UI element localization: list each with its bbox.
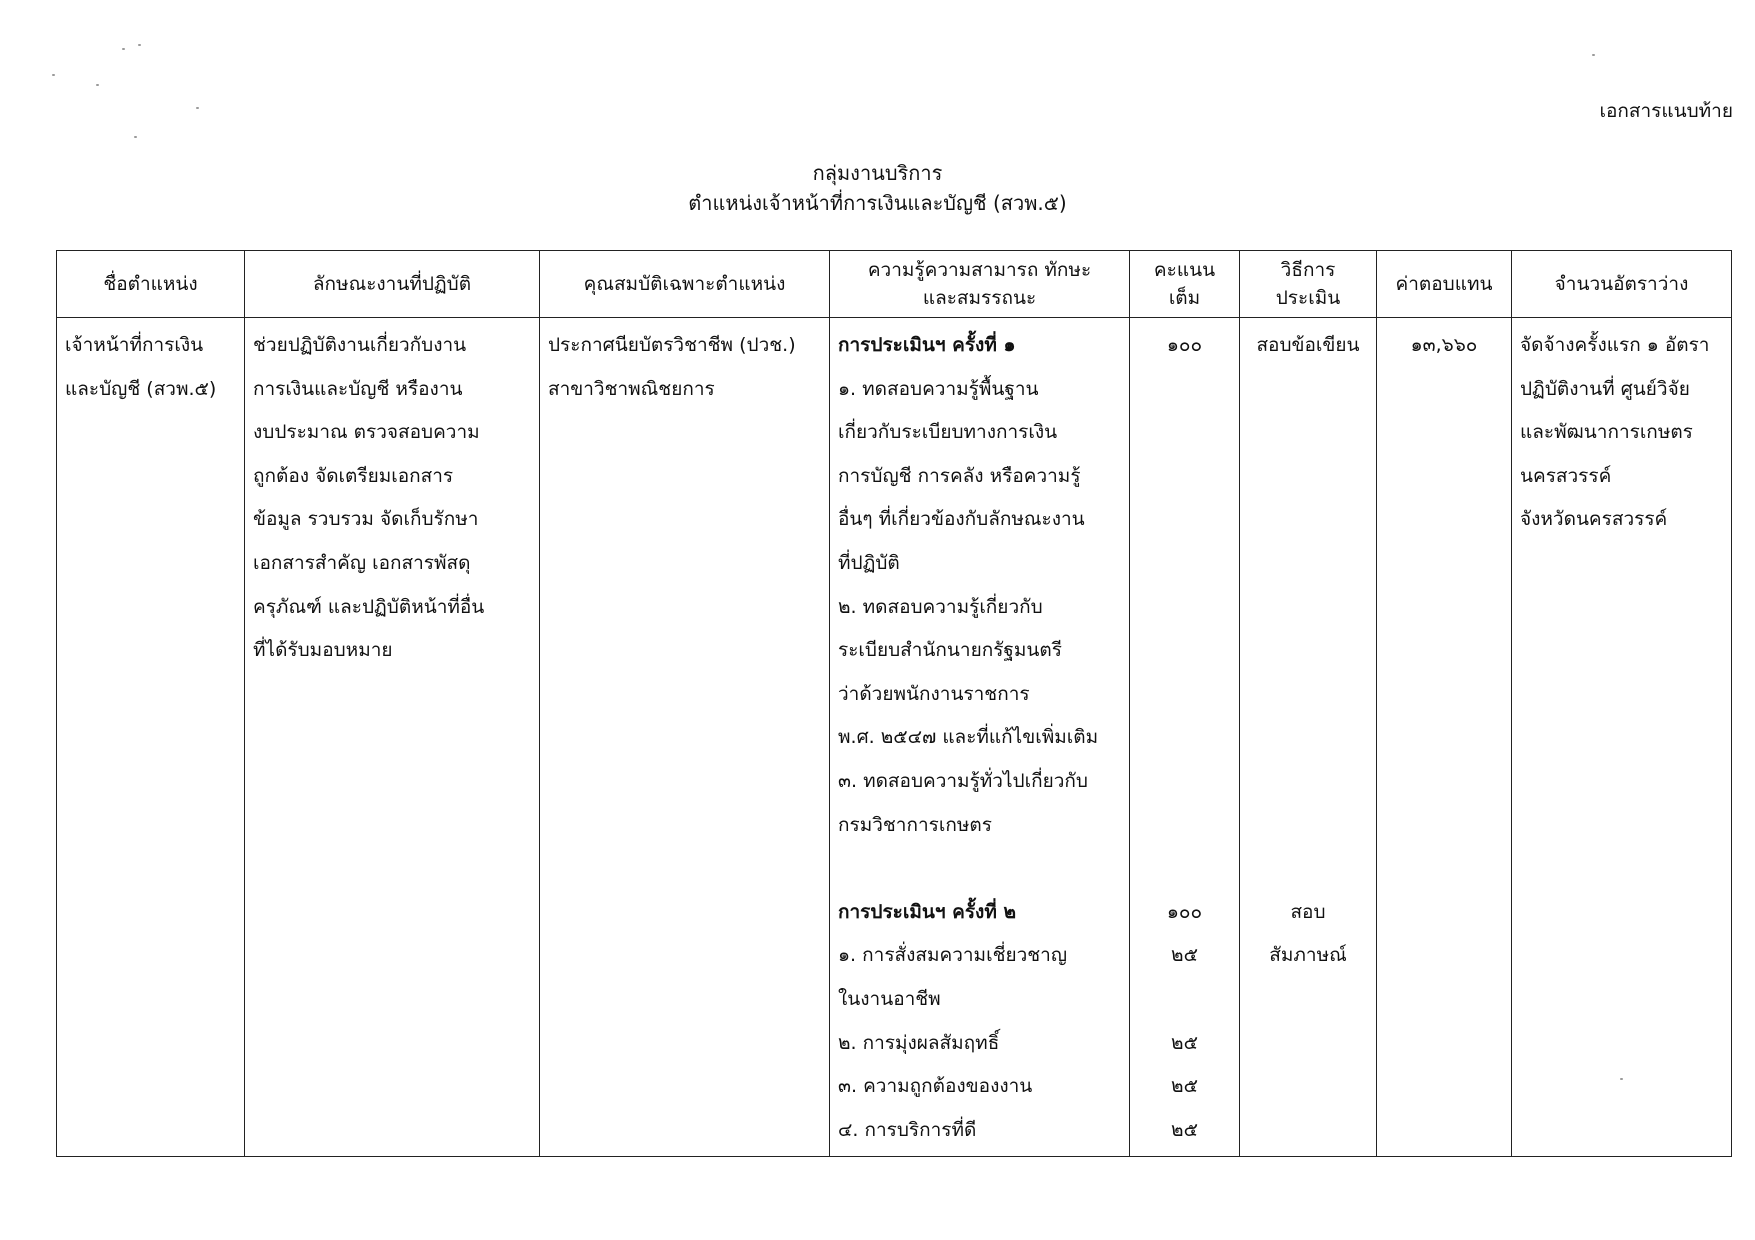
assessment1-line: อื่นๆ ที่เกี่ยวข้องกับลักษณะงาน (838, 508, 1085, 531)
vacancy-line: จังหวัดนครสวรรค์ (1520, 508, 1668, 531)
scan-speck (196, 107, 199, 109)
duties-line: ช่วยปฏิบัติงานเกี่ยวกับงาน (253, 334, 467, 356)
assessment1-score: ๑๐๐ (1166, 334, 1203, 356)
duties-line: งบประมาณ ตรวจสอบความ (253, 421, 480, 444)
header-score-line: เต็ม (1168, 287, 1201, 309)
assessment1-line: ว่าด้วยพนักงานราชการ (838, 682, 1030, 705)
scan-speck (138, 44, 141, 46)
duties-line: เอกสารสำคัญ เอกสารพัสดุ (253, 551, 471, 574)
assessment1-line: ๓. ทดสอบความรู้ทั่วไปเกี่ยวกับ (838, 769, 1088, 792)
assessment1-line: การบัญชี การคลัง หรือความรู้ (838, 464, 1081, 487)
header-score (1130, 251, 1240, 318)
cell-method (1240, 318, 1377, 1157)
assessment2-item-score: ๒๕ (1171, 1075, 1198, 1098)
assessment1-line: กรมวิชาการเกษตร (838, 813, 992, 836)
header-pay: ค่าตอบแทน (1377, 251, 1512, 318)
assessment1-line: ระเบียบสำนักนายกรัฐมนตรี (838, 639, 1062, 662)
cell-knowledge (830, 318, 1130, 1157)
assessment1-method: สอบข้อเขียน (1256, 334, 1360, 356)
assessment1-line: ๑. ทดสอบความรู้พื้นฐาน (838, 377, 1039, 400)
vacancy-line: ปฏิบัติงานที่ ศูนย์วิจัย (1520, 377, 1690, 400)
table-header-row (57, 251, 1732, 318)
assessment1-line: ๒. ทดสอบความรู้เกี่ยวกับ (838, 595, 1043, 618)
assessment2-line: ๒. การมุ่งผลสัมฤทธิ์ (838, 1031, 1000, 1054)
position-line: และบัญชี (สวพ.๕) (65, 377, 217, 400)
vacancy-line: นครสวรรค์ (1520, 464, 1612, 487)
header-score-line: คะแนน (1153, 259, 1216, 281)
assessment2-score: ๑๐๐ (1166, 900, 1203, 923)
cell-duties (245, 318, 540, 1157)
scan-speck (52, 74, 55, 76)
header-knowledge (830, 251, 1130, 318)
assessment2-line: ๔. การบริการที่ดี (838, 1118, 977, 1141)
assessment2-line: ๓. ความถูกต้องของงาน (838, 1075, 1033, 1098)
qualification-line: ประกาศนียบัตรวิชาชีพ (ปวช.) (548, 334, 796, 356)
assessment2-line: ในงานอาชีพ (838, 987, 941, 1010)
duties-line: ที่ได้รับมอบหมาย (253, 639, 393, 662)
assessment1-line: พ.ศ. ๒๕๔๗ และที่แก้ไขเพิ่มเติม (838, 726, 1099, 749)
header-knowledge-line: ความรู้ความสามารถ ทักษะ (867, 259, 1092, 281)
assessment2-item-score: ๒๕ (1171, 1031, 1198, 1054)
header-duties: ลักษณะงานที่ปฏิบัติ (245, 251, 540, 318)
cell-pay (1377, 318, 1512, 1157)
scan-speck (1592, 54, 1595, 56)
assessment1-line: เกี่ยวกับระเบียบทางการเงิน (838, 421, 1058, 444)
title-group-name: กลุ่มงานบริการ (812, 161, 943, 185)
header-qualifications: คุณสมบัติเฉพาะตำแหน่ง (540, 251, 830, 318)
assessment2-line: ๑. การสั่งสมความเชี่ยวชาญ (838, 944, 1068, 967)
assessment2-item-score: ๒๕ (1171, 1118, 1198, 1141)
pay-value: ๑๓,๖๖๐ (1410, 334, 1478, 356)
position-table (56, 250, 1732, 1157)
assessment1-heading: การประเมินฯ ครั้งที่ ๑ (838, 334, 1016, 356)
vacancy-line: และพัฒนาการเกษตร (1520, 421, 1693, 444)
duties-line: ถูกต้อง จัดเตรียมเอกสาร (253, 464, 454, 487)
duties-line: ข้อมูล รวบรวม จัดเก็บรักษา (253, 508, 479, 531)
cell-position (57, 318, 245, 1157)
header-method-line: วิธีการ (1280, 259, 1336, 281)
qualification-line: สาขาวิชาพณิชยการ (548, 377, 715, 400)
header-position: ชื่อตำแหน่ง (57, 251, 245, 318)
assessment2-item-score: ๒๕ (1171, 944, 1198, 967)
title-position-name: ตำแหน่งเจ้าหน้าที่การเงินและบัญชี (สวพ.๕) (688, 191, 1067, 215)
assessment2-item-score (1138, 978, 1231, 1022)
scan-speck (96, 84, 99, 86)
table-row (57, 318, 1732, 1157)
duties-line: ครุภัณฑ์ และปฏิบัติหน้าที่อื่น (253, 595, 485, 618)
header-method (1240, 251, 1377, 318)
assessment2-method: สอบ (1290, 900, 1326, 923)
duties-line: การเงินและบัญชี หรืองาน (253, 377, 463, 400)
header-knowledge-line: และสมรรถนะ (922, 287, 1037, 309)
header-method-line: ประเมิน (1275, 287, 1341, 309)
assessment2-method: สัมภาษณ์ (1269, 944, 1347, 967)
cell-score (1130, 318, 1240, 1157)
scan-speck (122, 48, 125, 50)
position-line: เจ้าหน้าที่การเงิน (65, 334, 204, 356)
assessment2-heading: การประเมินฯ ครั้งที่ ๒ (838, 900, 1016, 923)
vacancy-line: จัดจ้างครั้งแรก ๑ อัตรา (1520, 334, 1710, 356)
document-title (0, 158, 1755, 218)
assessment1-line: ที่ปฏิบัติ (838, 551, 900, 574)
cell-qualifications (540, 318, 830, 1157)
cell-vacancy (1512, 318, 1732, 1157)
attachment-label: เอกสารแนบท้าย (1599, 100, 1733, 122)
header-vacancy: จำนวนอัตราว่าง (1512, 251, 1732, 318)
scan-speck (134, 136, 137, 138)
